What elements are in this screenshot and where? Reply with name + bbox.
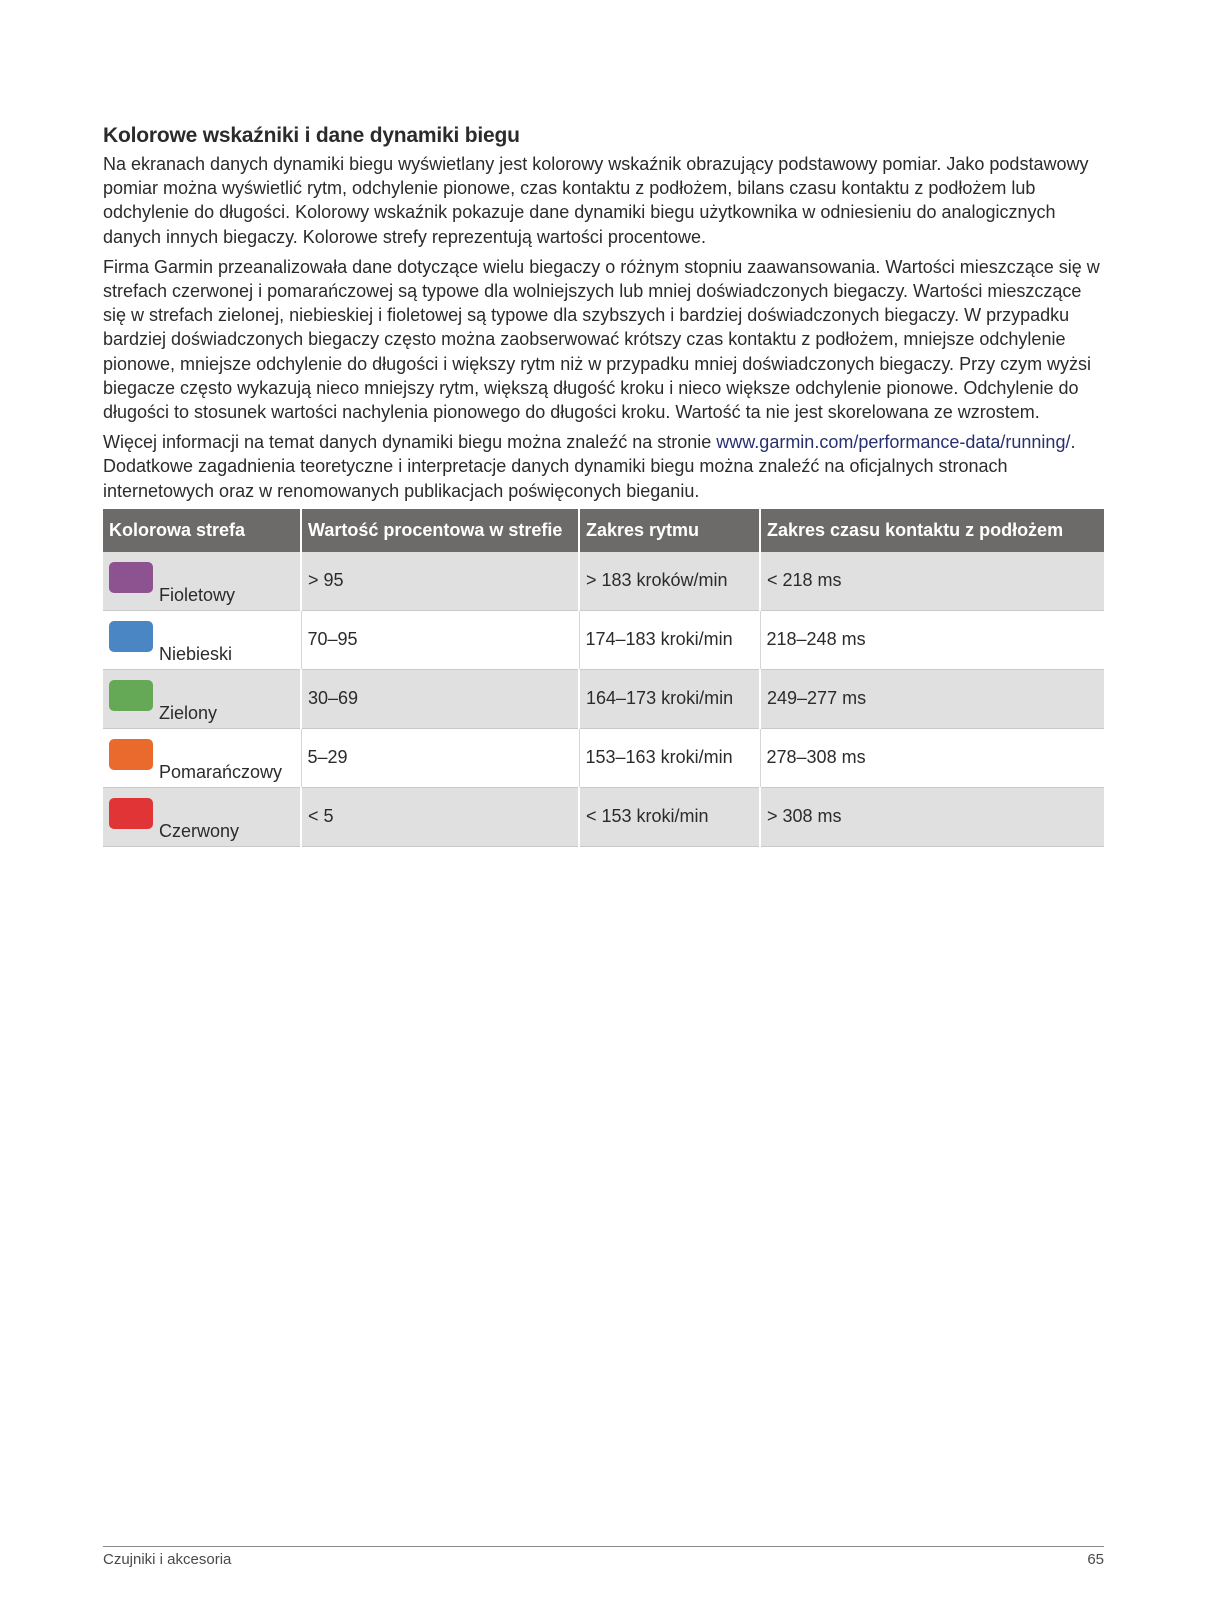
cadence-value: 164–173 kroki/min [586, 687, 734, 708]
footer-page-number: 65 [1087, 1551, 1104, 1568]
header-percent: Wartość procentowa w strefie [301, 509, 579, 552]
contact-value: 249–277 ms [767, 687, 867, 708]
percent-cell [301, 728, 579, 787]
more-info-text-before: Więcej informacji na temat danych dynamiki biegu można znaleźć na stronie [103, 432, 717, 453]
zone-name: Fioletowy [159, 584, 236, 605]
zone-cell [103, 552, 301, 611]
red-swatch-icon [109, 798, 153, 829]
cadence-value: 153–163 kroki/min [585, 746, 733, 767]
header-contact-time: Zakres czasu kontaktu z podłożem [760, 509, 1104, 552]
orange-swatch-icon [109, 739, 153, 770]
cadence-cell [579, 552, 760, 611]
cadence-cell [579, 728, 760, 787]
contact-value: > 308 ms [767, 805, 842, 826]
more-info-text-after: . Dodatkowe zagadnienia teoretyczne i interpretacje danych dynamiki biegu można znaleźć na oficjalnych stronach internetowych oraz w renomowanych publikacjach poświęconych bieganiu. [103, 432, 1076, 501]
paragraph-analysis: Firma Garmin przeanalizowała dane dotyczące wielu biegaczy o różnym stopniu zaawansowania. Wartości mieszczące się w strefach czerwonej i pomarańczowej są typowe dla wolniejszych lub mniej doświadczonych biegaczy. Wartości mieszczące się w strefach zielonej, niebieskiej i fioletowej są typowe dla szybszych i bardziej doświadczonych biegaczy. W przypadku bardziej doświadczonych biegaczy często można zaobserwować krótszy czas kontaktu z podłożem, mniejsze odchylenie pionowe, mniejsze odchylenie do długości i większy rytm niż w przypadku mniej doświadczonych biegaczy. Przy czym wyżsi biegacze często wykazują nieco mniejszy rytm, większą długość kroku i nieco większe odchylenie pionowe. Odchylenie do długości to stosunek wartości nachylenia pionowego do długości kroku. Wartość ta nie jest skorelowana ze wzrostem. [103, 256, 1100, 423]
contact-value: 278–308 ms [766, 746, 866, 767]
cadence-cell [579, 787, 760, 846]
zone-name: Czerwony [159, 820, 240, 841]
contact-cell [760, 669, 1104, 728]
percent-cell [301, 787, 579, 846]
color-zone-table [103, 509, 1104, 847]
contact-cell [760, 728, 1104, 787]
percent-cell [301, 669, 579, 728]
garmin-performance-link[interactable]: www.garmin.com/performance-data/running/ [716, 432, 1071, 453]
cadence-value: > 183 kroków/min [586, 569, 728, 590]
percent-cell [301, 610, 579, 669]
percent-value: 5–29 [307, 746, 348, 767]
zone-name: Zielony [159, 702, 218, 723]
percent-cell [301, 552, 579, 611]
section-heading: Kolorowe wskaźniki i dane dynamiki biegu [103, 124, 520, 147]
table-row [103, 552, 1104, 611]
table-row [103, 728, 1104, 787]
paragraph-more-info [103, 430, 1103, 503]
contact-cell [760, 787, 1104, 846]
page-content [103, 124, 1103, 847]
zone-cell [103, 787, 301, 846]
zone-cell [103, 669, 301, 728]
footer-divider [103, 1546, 1104, 1547]
cadence-cell [579, 669, 760, 728]
table-row [103, 669, 1104, 728]
purple-swatch-icon [109, 562, 153, 593]
table-row [103, 610, 1104, 669]
contact-value: 218–248 ms [766, 628, 866, 649]
cadence-cell [579, 610, 760, 669]
zone-cell [103, 728, 301, 787]
percent-value: 70–95 [307, 628, 358, 649]
percent-value: 30–69 [308, 687, 359, 708]
footer-section-title: Czujniki i akcesoria [103, 1551, 232, 1568]
contact-cell [760, 610, 1104, 669]
table-header-row [103, 509, 1104, 552]
blue-swatch-icon [109, 621, 153, 652]
header-cadence: Zakres rytmu [579, 509, 760, 552]
paragraph-intro: Na ekranach danych dynamiki biegu wyświetlany jest kolorowy wskaźnik obrazujący podstawowy pomiar. Jako podstawowy pomiar można wyświetlić rytm, odchylenie pionowe, czas kontaktu z podłożem, bilans czasu kontaktu z podłożem lub odchylenie do długości. Kolorowy wskaźnik pokazuje dane dynamiki biegu użytkownika w odniesieniu do analogicznych danych innych biegaczy. Kolorowe strefy reprezentują wartości procentowe. [103, 154, 1089, 247]
contact-value: < 218 ms [767, 569, 842, 590]
contact-cell [760, 552, 1104, 611]
cadence-value: < 153 kroki/min [586, 805, 709, 826]
percent-value: < 5 [308, 805, 334, 826]
header-color-zone: Kolorowa strefa [103, 509, 301, 552]
table-row [103, 787, 1104, 846]
green-swatch-icon [109, 680, 153, 711]
percent-value: > 95 [308, 569, 344, 590]
cadence-value: 174–183 kroki/min [585, 628, 733, 649]
zone-name: Niebieski [159, 643, 233, 664]
zone-cell [103, 610, 301, 669]
zone-name: Pomarańczowy [159, 761, 283, 782]
